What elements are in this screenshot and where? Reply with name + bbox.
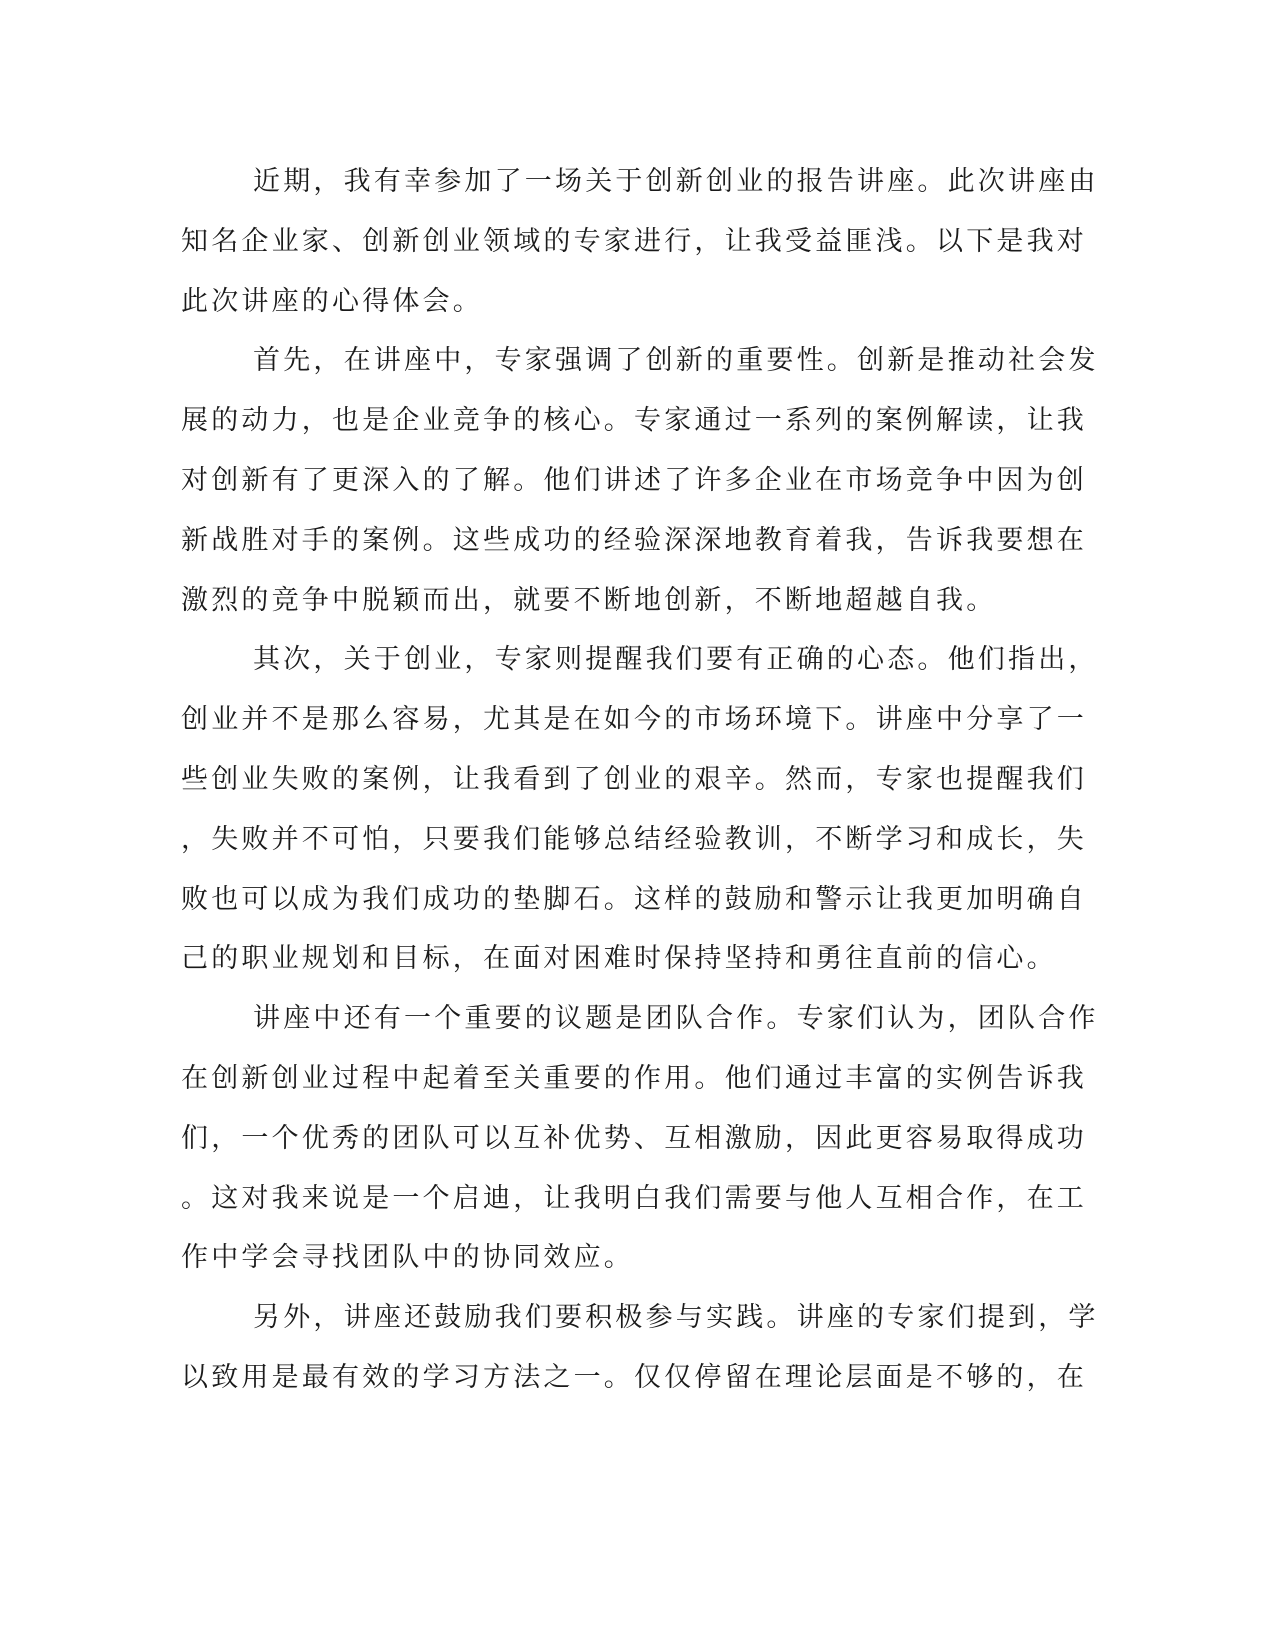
text-line: 讲座中还有一个重要的议题是团队合作。专家们认为，团队合作 [253, 1003, 1099, 1035]
document-body [181, 152, 1099, 1408]
text-line: ，失败并不可怕，只要我们能够总结经验教训，不断学习和成长，失 [181, 823, 1087, 855]
text-line: 败也可以成为我们成功的垫脚石。这样的鼓励和警示让我更加明确自 [181, 883, 1087, 915]
text-line: 。这对我来说是一个启迪，让我明白我们需要与他人互相合作，在工 [181, 1182, 1087, 1214]
text-line: 新战胜对手的案例。这些成功的经验深深地教育着我，告诉我要想在 [181, 524, 1087, 556]
text-line: 在创新创业过程中起着至关重要的作用。他们通过丰富的实例告诉我 [181, 1062, 1087, 1094]
text-line: 近期，我有幸参加了一场关于创新创业的报告讲座。此次讲座由 [253, 166, 1099, 197]
paragraph-3 [181, 630, 1099, 989]
text-line: 其次，关于创业，专家则提醒我们要有正确的心态。他们指出， [253, 644, 1099, 676]
text-line: 些创业失败的案例，让我看到了创业的艰辛。然而，专家也提醒我们 [181, 763, 1087, 795]
text-line: 展的动力，也是企业竞争的核心。专家通过一系列的案例解读，让我 [181, 405, 1087, 437]
paragraph-1 [181, 152, 1099, 331]
text-line: 首先，在讲座中，专家强调了创新的重要性。创新是推动社会发 [253, 345, 1099, 377]
text-line: 创业并不是那么容易，尤其是在如今的市场环境下。讲座中分享了一 [181, 704, 1087, 736]
text-line: 们，一个优秀的团队可以互补优势、互相激励，因此更容易取得成功 [181, 1122, 1087, 1154]
text-line: 激烈的竞争中脱颖而出，就要不断地创新，不断地超越自我。 [181, 584, 997, 616]
text-line: 以致用是最有效的学习方法之一。仅仅停留在理论层面是不够的，在 [181, 1361, 1087, 1393]
paragraph-4 [181, 989, 1099, 1288]
text-line: 另外，讲座还鼓励我们要积极参与实践。讲座的专家们提到，学 [253, 1302, 1099, 1334]
text-line: 作中学会寻找团队中的协同效应。 [181, 1242, 634, 1274]
text-line: 此次讲座的心得体会。 [181, 285, 483, 317]
text-line: 己的职业规划和目标，在面对困难时保持坚持和勇往直前的信心。 [181, 943, 1057, 975]
text-line: 对创新有了更深入的了解。他们讲述了许多企业在市场竞争中因为创 [181, 464, 1087, 496]
paragraph-2 [181, 331, 1099, 630]
paragraph-5 [181, 1288, 1099, 1408]
text-line: 知名企业家、创新创业领域的专家进行，让我受益匪浅。以下是我对 [181, 225, 1087, 257]
